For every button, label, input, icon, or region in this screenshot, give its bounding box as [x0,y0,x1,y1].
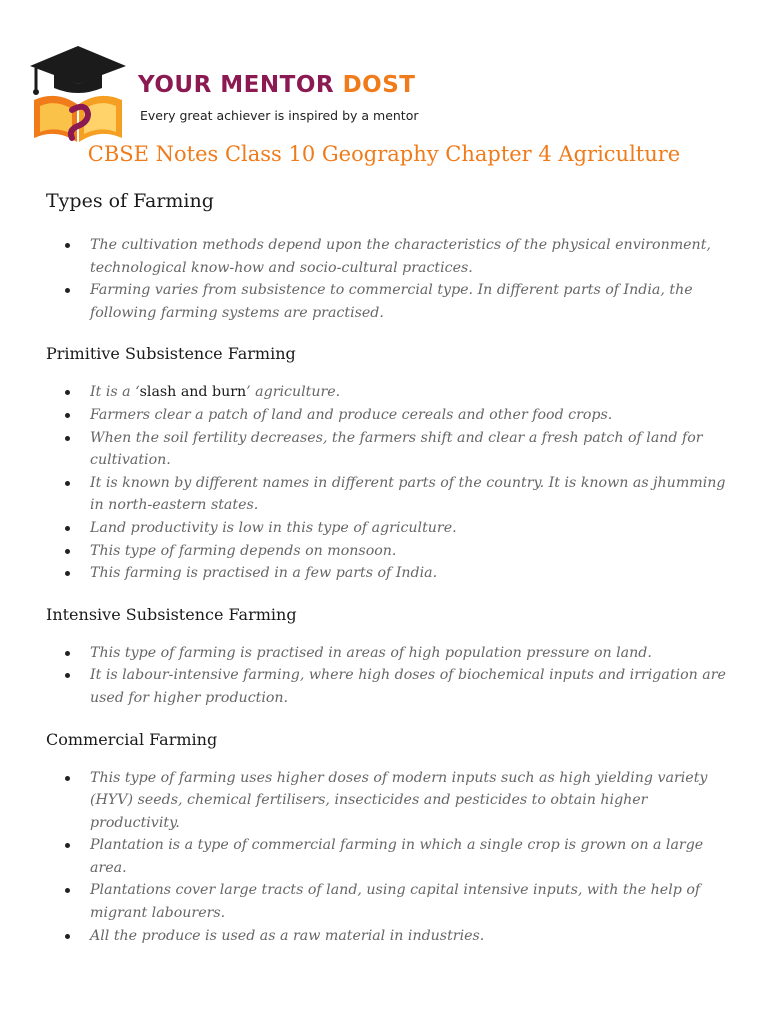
commercial-list [46,767,736,948]
graduation-cap-book-icon [28,44,128,144]
brand-tagline: Every great achiever is inspired by a mentor [140,108,419,123]
intro-list [46,234,736,324]
list-item: When the soil fertility decreases, the farmers shift and clear a fresh patch of land for cultivation. [90,427,736,472]
intensive-list [46,642,736,710]
list-item: Plantations cover large tracts of land, using capital intensive inputs, with the help of migrant labourers. [90,879,736,924]
list-item: It is known by different names in different parts of the country. It is known as jhumming in north-eastern states. [90,472,736,517]
primitive-list [46,381,736,584]
list-item: The cultivation methods depend upon the characteristics of the physical environment, technological know-how and socio-cultural practices. [90,234,736,279]
header [28,44,448,144]
list-item: It is labour-intensive farming, where high doses of biochemical inputs and irrigation are used for higher production. [90,664,736,709]
document-body [46,190,736,947]
list-item: All the produce is used as a raw material in industries. [90,925,736,948]
commercial-heading: Commercial Farming [46,729,218,749]
list-item: This type of farming depends on monsoon. [90,540,736,563]
list-item: Farming varies from subsistence to commercial type. In different parts of India, the following farming systems are practised. [90,279,736,324]
list-item [90,381,736,404]
list-item: This type of farming is practised in areas of high population pressure on land. [90,642,736,665]
list-item: Plantation is a type of commercial farming in which a single crop is grown on a large area. [90,834,736,879]
primitive-heading: Primitive Subsistence Farming [46,344,296,364]
emphasis-text: slash and burn [139,384,247,401]
brand-name-primary: YOUR MENTOR [138,72,343,98]
list-item: Land productivity is low in this type of agriculture. [90,517,736,540]
list-item-text: It is a ‘ [90,384,140,401]
intensive-heading: Intensive Subsistence Farming [46,604,297,624]
list-item: This farming is practised in a few parts of India. [90,562,736,585]
document-title: CBSE Notes Class 10 Geography Chapter 4 Agriculture [87,142,681,166]
list-item: Farmers clear a patch of land and produce cereals and other food crops. [90,404,736,427]
list-item-text: ’ agriculture. [246,384,341,401]
list-item: This type of farming uses higher doses of modern inputs such as high yielding variety (HYV) seeds, chemical fertilisers, insecticides and pesticides to obtain higher productivity. [90,767,736,835]
section-title: Types of Farming [46,190,214,212]
brand-name [138,72,416,98]
brand-name-accent: DOST [342,72,416,98]
